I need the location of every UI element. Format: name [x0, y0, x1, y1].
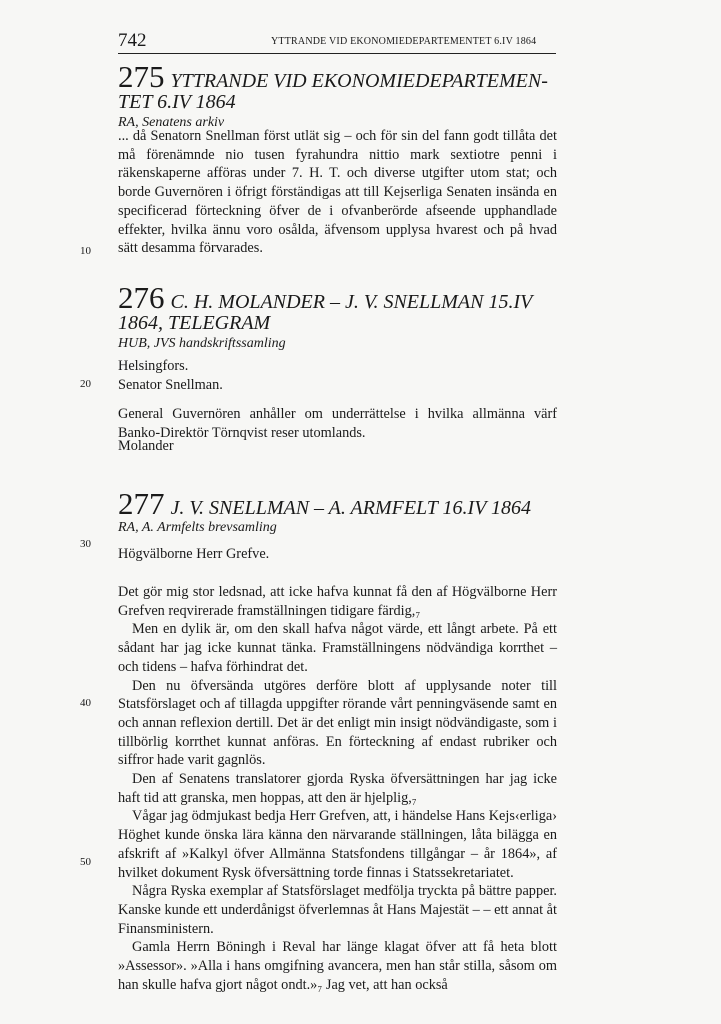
doc-275-heading — [118, 59, 558, 131]
doc-275-number: 275 — [118, 59, 165, 94]
header-rule — [118, 53, 556, 54]
line-number-50: 50 — [80, 856, 91, 868]
line-number-10: 10 — [80, 245, 91, 257]
line-number-30: 30 — [80, 538, 91, 550]
doc-277-title-line1: J. V. SNELLMAN – A. ARMFELT 16.IV 1864 — [170, 497, 532, 519]
doc-276-paragraph: General Guvernören anhåller om underrättelse i hvilka allmänna värf Banko-Direktör Törnqvist reser utomlands. — [118, 406, 557, 441]
doc-277-paragraph: Det gör mig stor ledsnad, att icke hafva kunnat få den af Högvälborne Herr Grefven reqvirerade framställningen tidigare färdig,₇ — [118, 584, 557, 619]
doc-277-paragraph: Gamla Herrn Böningh i Reval har länge klagat öfver att få heta blott »Assessor». »Alla i hans omgifning avancera, men han står stilla, såsom om han skulle hafva gjort något ondt.»₇ Jag vet, att han också — [118, 939, 557, 993]
doc-275-body — [118, 127, 557, 258]
doc-276-heading — [118, 280, 558, 352]
line-number-40: 40 — [80, 697, 91, 709]
doc-275-source: RA, Senatens arkiv — [118, 115, 225, 130]
doc-277-paragraph: Den nu öfversända utgöres derföre blott af upplysande noter till Statsförslaget och af tillagda uppgifter rörande vårt penningväsende samt en och annan reflexion dertill. Det är det enligt min insigt nödvändigaste, som i tillbörlig korrthet kunnat anföras. En förteckning af endast rubriker och siffror hade varit gagnlös. — [118, 677, 557, 769]
doc-276-title-line2: 1864, TELEGRAM — [118, 312, 271, 334]
doc-277-source: RA, A. Armfelts brevsamling — [118, 520, 277, 535]
doc-277-paragraph: Några Ryska exemplar af Statsförslaget medfölja tryckta på bättre papper. Kanske kunde ett underdånigst öfverlemnas åt Hans Majestät – – ett annat åt Finansministern. — [118, 883, 557, 937]
doc-276-number: 276 — [118, 280, 165, 315]
doc-277-heading — [118, 486, 558, 536]
page-number: 742 — [118, 30, 147, 51]
doc-275-title-line2: TET 6.IV 1864 — [118, 91, 236, 113]
doc-276-source: HUB, JVS handskriftssamling — [118, 336, 286, 351]
doc-276-title-line1: C. H. MOLANDER – J. V. SNELLMAN 15.IV — [170, 291, 533, 313]
doc-277-body — [118, 583, 557, 994]
doc-276-addressee: Senator Snellman. — [118, 377, 223, 393]
running-title: YTTRANDE VID EKONOMIEDEPARTEMENTET 6.IV 1864 — [271, 36, 537, 47]
doc-277-paragraph: Vågar jag ödmjukast bedja Herr Grefven, att, i händelse Hans Kejs‹erliga› Höghet kunde önska lära känna den närvarande ställningen, låta bilägga en afskrift af »Kalkyl öfver Allmänna Statsfondens tillgångar – år 1864», af hvilket dokument Rysk öfversättning torde finnas i Statssekretariatet. — [118, 808, 557, 881]
doc-275-title-line1: YTTRANDE VID EKONOMIEDEPARTEMEN- — [170, 70, 548, 92]
doc-276-place: Helsingfors. — [118, 358, 189, 374]
doc-275-paragraph: ... då Senatorn Snellman först utlät sig – och för sin del fann godt tillåta det må förenämnde nio tusen fyrahundra nittio mark sextiotre penni i räkenskaperne afföras under 7. H. T. och diverse utgifter utom stat; och borde Guvernören i öfrigt förständigas att till Kejserliga Senaten insända en specificerad förteckning öfver de i ofvanberörde afseende upphandlade effekter, hvilka ännu voro osålda, äfvensom upplysa hvarest och på hvad sätt desamma förvarades. — [118, 128, 557, 257]
doc-276-signature: Molander — [118, 438, 174, 454]
line-number-20: 20 — [80, 378, 91, 390]
doc-277-salutation: Högvälborne Herr Grefve. — [118, 546, 270, 562]
doc-277-paragraph: Den af Senatens translatorer gjorda Ryska öfversättningen har jag icke haft tid att granska, men hoppas, att den är hjelplig,₇ — [118, 771, 557, 806]
doc-277-paragraph: Men en dylik är, om den skall hafva något värde, ett långt arbete. På ett sådant har jag icke kunnat tänka. Framställningens nödvändiga korrthet – och tidens – hafva förhindrat det. — [118, 621, 557, 675]
doc-277-number: 277 — [118, 486, 165, 521]
